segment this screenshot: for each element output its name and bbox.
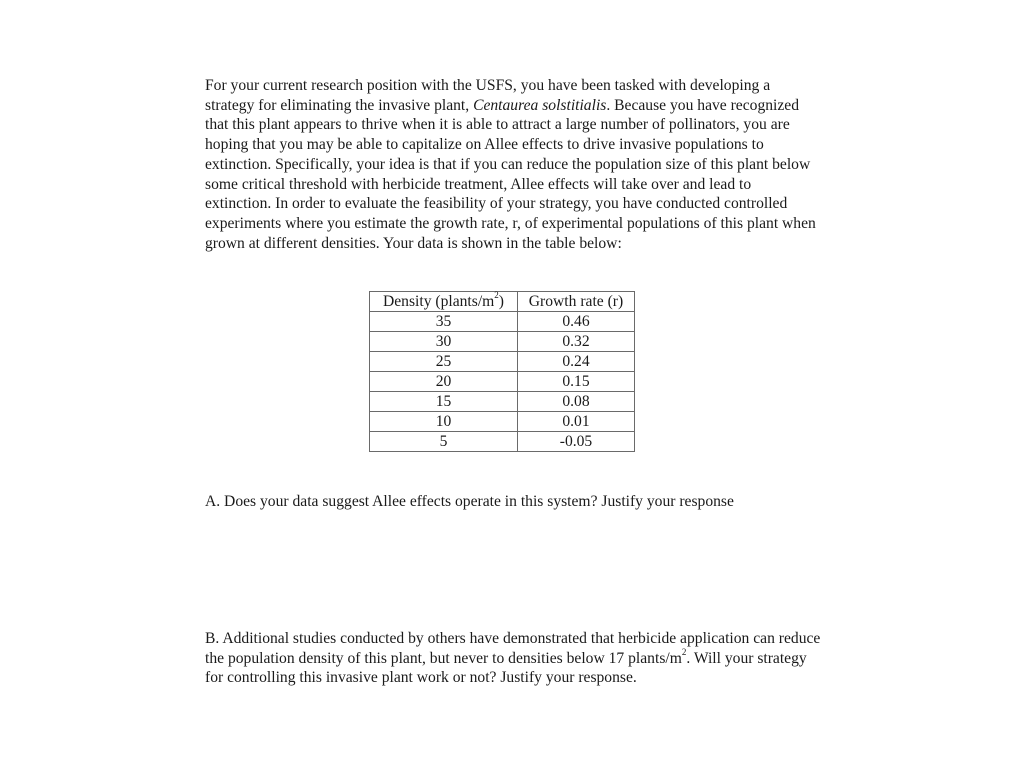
density-column-header: Density $(plants/m^2)$ (370, 292, 518, 312)
growth-rate-cell: 0.32 (518, 332, 635, 352)
density-cell: 10 (370, 412, 518, 432)
question-b: B. Additional studies conducted by others have demonstrated that herbicide application can reduce the population density of this plant, but never to densities below 17 plants/$m^2$. Will your strategy for controlling this invasive plant work or not? Justify your response. (205, 630, 821, 687)
growth-rate-cell: 0.01 (518, 412, 635, 432)
density-growth-table (369, 291, 635, 452)
species-name: Centaurea solstitialis (473, 96, 607, 114)
table-row (370, 312, 635, 332)
density-header-superscript: 2 (494, 289, 499, 300)
table-row (370, 332, 635, 352)
table-row (370, 392, 635, 412)
density-cell: 35 (370, 312, 518, 332)
growth-rate-cell: 0.24 (518, 352, 635, 372)
density-cell: 20 (370, 372, 518, 392)
intro-paragraph (205, 76, 820, 253)
table-row (370, 352, 635, 372)
density-cell: 30 (370, 332, 518, 352)
intro-text-after-species: . Because you have recognized that this plant appears to thrive when it is able to attract a large number of pollinators, you are hoping that you may be able to capitalize on Allee effects to drive invasive populations to extinction. Specifically, your idea is that if you can reduce the population size of this plant below some critical threshold with herbicide treatment, Allee effects will take over and lead to extinction. In order to evaluate the feasibility of your strategy, you have conducted controlled experiments where you estimate the growth rate, r, of experimental populations of this plant when grown at different densities. Your data is shown in the table below: (205, 96, 816, 252)
table-row (370, 412, 635, 432)
table-header-row (370, 292, 635, 312)
growth-rate-cell: 0.15 (518, 372, 635, 392)
table-row (370, 432, 635, 452)
table-row (370, 372, 635, 392)
density-cell: 25 (370, 352, 518, 372)
growth-rate-cell: 0.46 (518, 312, 635, 332)
growth-rate-column-header: Growth rate (r) (518, 292, 635, 312)
intro-text-before-species: For your current research position with the USFS, you have been tasked with developing a strategy for eliminating the invasive plant, (205, 77, 771, 114)
density-cell: 15 (370, 392, 518, 412)
question-b-superscript: 2 (681, 646, 687, 657)
question-a: A. Does your data suggest Allee effects operate in this system? Justify your response (205, 493, 734, 510)
density-cell: 5 (370, 432, 518, 452)
growth-rate-cell: -0.05 (518, 432, 635, 452)
growth-rate-cell: 0.08 (518, 392, 635, 412)
